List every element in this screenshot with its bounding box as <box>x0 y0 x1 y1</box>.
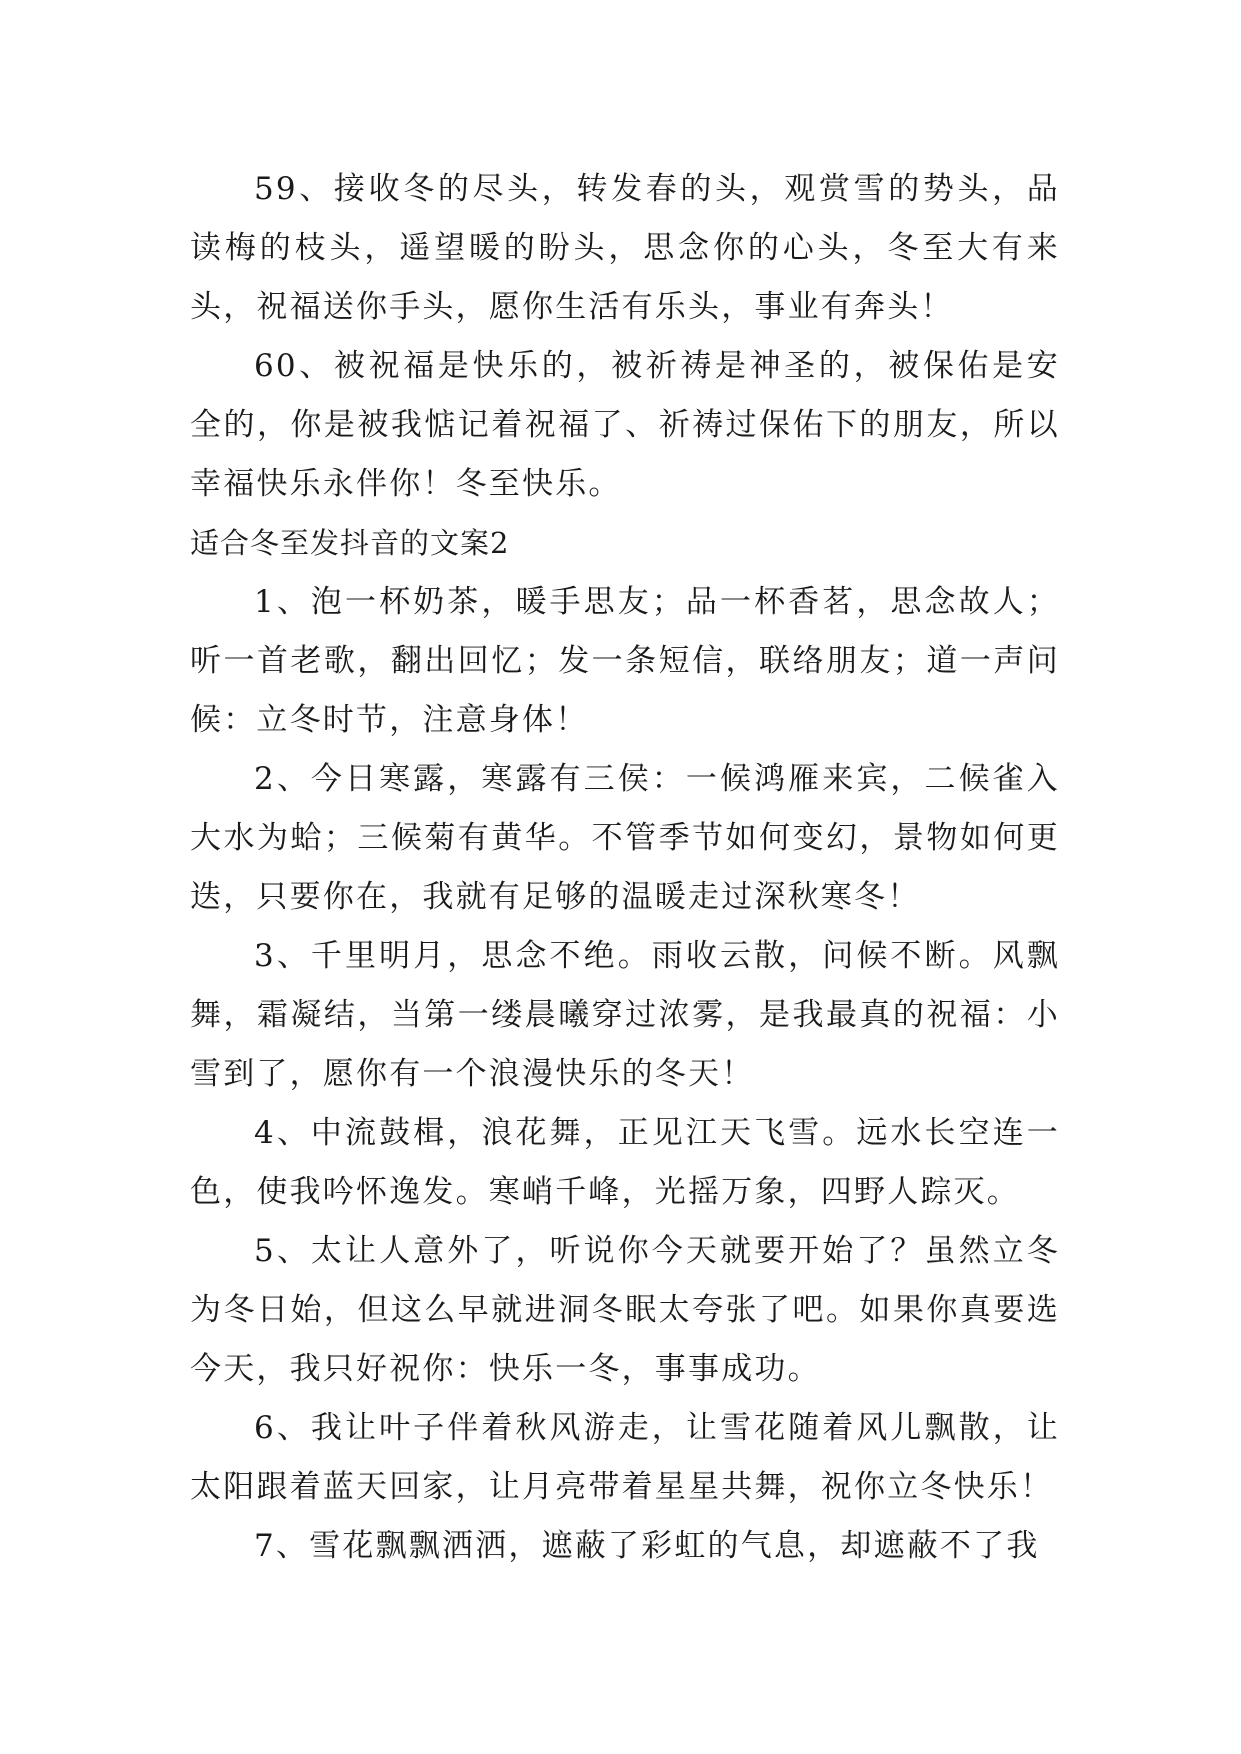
paragraph-7: 7、雪花飘飘洒洒，遮蔽了彩虹的气息，却遮蔽不了我 <box>254 1528 1040 1564</box>
paragraph-5: 5、太让人意外了，听说你今天就要开始了？虽然立冬为冬日始，但这么早就进洞冬眠太夸张了吧。如果你真要选今天，我只好祝你：快乐一冬，事事成功。 <box>190 1233 1060 1387</box>
paragraph-4: 4、中流鼓楫，浪花舞，正见江天飞雪。远水长空连一色，使我吟怀逸发。寒峭千峰，光摇万象，四野人踪灭。 <box>190 1115 1060 1210</box>
paragraph-6: 6、我让叶子伴着秋风游走，让雪花随着风儿飘散，让太阳跟着蓝天回家，让月亮带着星星共舞，祝你立冬快乐！ <box>190 1410 1060 1505</box>
paragraph-60: 60、被祝福是快乐的，被祈祷是神圣的，被保佑是安全的，你是被我惦记着祝福了、祈祷过保佑下的朋友，所以幸福快乐永伴你！冬至快乐。 <box>190 348 1060 502</box>
document-body <box>190 160 1060 1576</box>
paragraph-3: 3、千里明月，思念不绝。雨收云散，问候不断。风飘舞，霜凝结，当第一缕晨曦穿过浓雾，是我最真的祝福：小雪到了，愿你有一个浪漫快乐的冬天！ <box>190 938 1060 1092</box>
section-heading: 适合冬至发抖音的文案2 <box>190 526 510 560</box>
paragraph-2: 2、今日寒露，寒露有三侯：一候鸿雁来宾，二候雀入大水为蛤；三候菊有黄华。不管季节如何变幻，景物如何更迭，只要你在，我就有足够的温暖走过深秋寒冬！ <box>190 761 1060 915</box>
paragraph-59: 59、接收冬的尽头，转发春的头，观赏雪的势头，品读梅的枝头，遥望暖的盼头，思念你的心头，冬至大有来头，祝福送你手头，愿你生活有乐头，事业有奔头！ <box>190 171 1060 325</box>
paragraph-1: 1、泡一杯奶茶，暖手思友；品一杯香茗，思念故人；听一首老歌，翻出回忆；发一条短信，联络朋友；道一声问候：立冬时节，注意身体！ <box>190 584 1060 738</box>
